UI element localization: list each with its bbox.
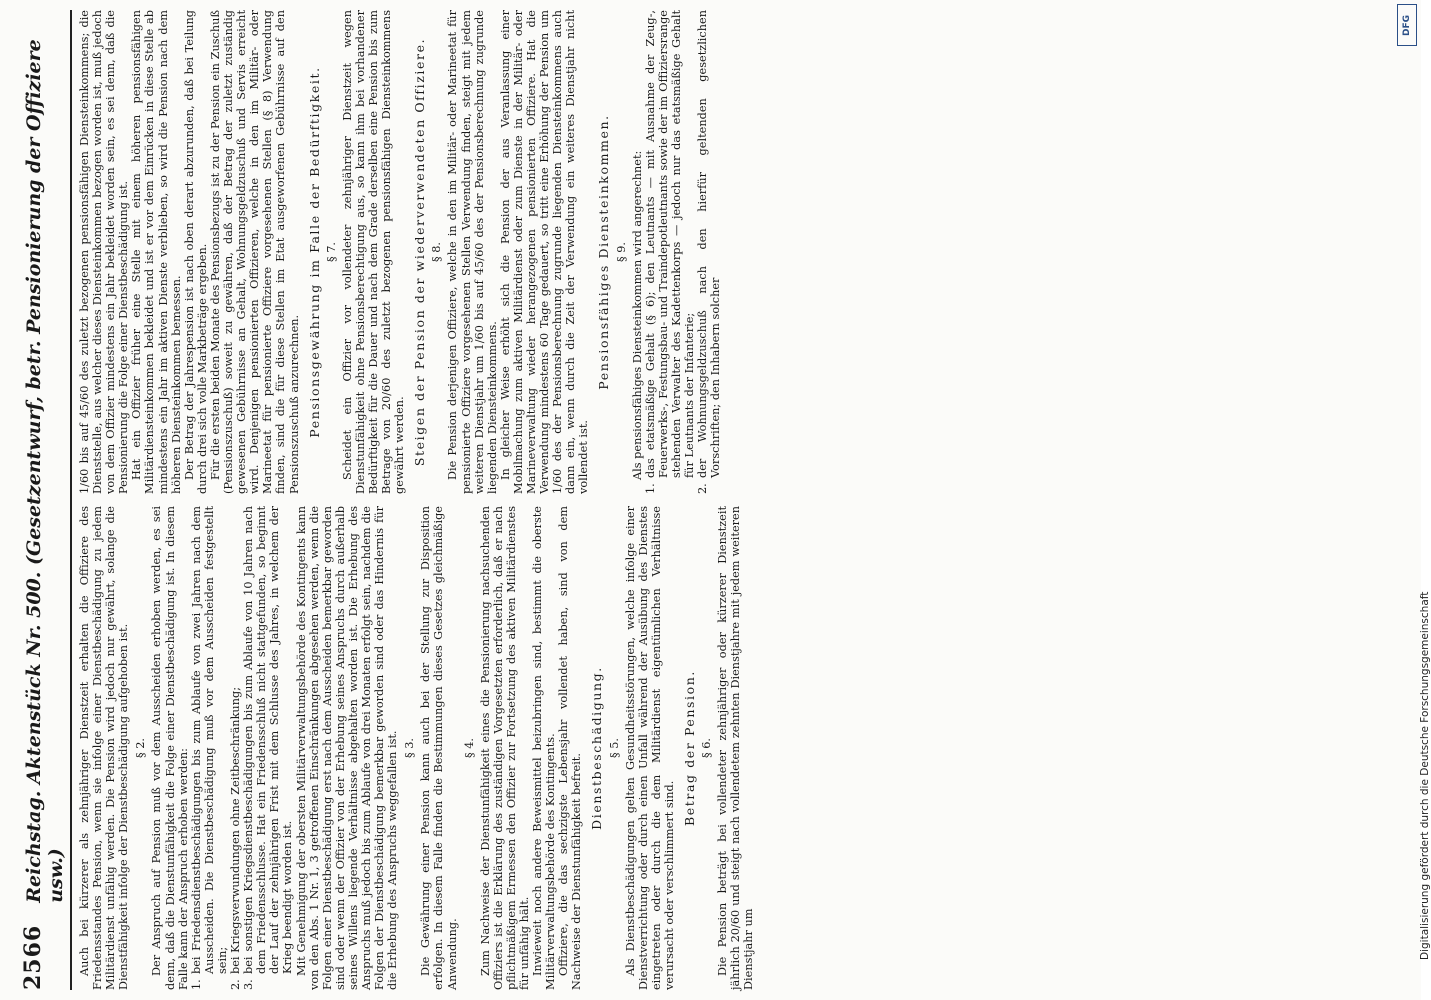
list-item bbox=[696, 10, 722, 494]
paragraph-number: § 2. bbox=[134, 737, 148, 759]
paragraph-number: § 7. bbox=[324, 241, 338, 263]
body-paragraph: Für die ersten beiden Monate des Pensionsbezugs ist zu der Pension ein Zuschuß (Pensionszuschuß) soweit zu gewähren, daß der Betrag der zuletzt zuständig gewesenen Gebührnisse an Gehalt, Wohnungsgeldzuschuß und Servis erreicht wird. Denjenigen pensionierten Offizieren, welche in den im Militär- oder Marineetat für pensionierte Offiziere vorgesehenen Stellen (§ 8) Verwendung finden, sind die für diese Stellen im Etat ausgeworfenen Gebührnisse auf den Pensionszuschuß anzurechnen. bbox=[208, 10, 301, 494]
funding-note: Digitalisierung gefördert durch die Deutsche Forschungsgemeinschaft bbox=[1419, 591, 1431, 960]
body-paragraph: Der Betrag der Jahrespension ist nach oben derart abzurunden, daß bei Teilung durch drei sich volle Markbeträge ergeben. bbox=[182, 10, 209, 494]
page-header bbox=[20, 10, 67, 990]
body-paragraph: Die Pension derjenigen Offiziere, welche in den im Militär- oder Marineetat für pensionierte Offiziere vorgesehenen Stellen Verwendung finden, steigt mit jedem weiteren Dienstjahr um 1/60 bis auf 45/60 des der Pensionsberechnung zugrunde liegenden Diensteinkommens. bbox=[446, 10, 499, 494]
list-item bbox=[644, 10, 696, 494]
list-item-text: bei Friedensdienstbeschädigungen bis zum Ablaufe von zwei Jahren nach dem Ausscheiden. Die Dienstbeschädigung muß vor dem Ausscheiden festgestellt sein; bbox=[189, 506, 229, 974]
body-paragraph: Mit Genehmigung der obersten Militärverwaltungsbehörde des Kontingents kann von den Abs. 1 Nr. 1, 3 getroffenen Einschränkungen abgesehen werden, wenn die Folgen einer Dienstbeschädigung erst nach dem Ausscheiden bemerkbar geworden sind oder wenn der Offizier von der Erhebung seines Anspruchs durch außerhalb seines Willens liegende Verhältnisse abgehalten worden ist. Die Erhebung des Anspruchs muß jedoch bis zum Ablaufe von drei Monaten erfolgt sein, nachdem die Folgen der Dienstbeschädigung bemerkbar geworden sind oder das Hindernis für die Erhebung des Anspruchs weggefallen ist. bbox=[294, 506, 400, 990]
body-paragraph: Inwieweit noch andere Beweismittel beizubringen sind, bestimmt die oberste Militärverwaltungsbehörde des Kontingents. bbox=[531, 506, 558, 990]
dfg-logo: DFG bbox=[1397, 4, 1417, 46]
paragraph-number: § 3. bbox=[403, 737, 417, 759]
list-item-text: der Wohnungsgeldzuschuß nach den hierfür geltenden gesetzlichen Vorschriften; den Inhabern solcher bbox=[696, 10, 723, 478]
section-heading: Pensionsfähiges Diensteinkommen. bbox=[596, 114, 612, 390]
body-paragraph: Die Gewährung einer Pension kann auch bei der Stellung zur Disposition erfolgen. In diesem Falle finden die Bestimmungen dieses Gesetzes gleichmäßige Anwendung. bbox=[419, 506, 459, 990]
paragraph-number: § 5. bbox=[607, 737, 621, 759]
text-column-left bbox=[78, 506, 1368, 990]
body-paragraph: Der Anspruch auf Pension muß vor dem Ausscheiden erhoben werden, es sei denn, daß die Dienstunfähigkeit die Folge einer Dienstbeschädigung ist. In diesem Falle kann der Anspruch erhoben werden: bbox=[150, 506, 190, 990]
list-item-number: 2. bbox=[229, 979, 243, 990]
paragraph-number: § 6. bbox=[700, 737, 714, 759]
header-rule bbox=[70, 10, 72, 990]
section-heading: Betrag der Pension. bbox=[682, 669, 698, 827]
list-item bbox=[190, 506, 229, 990]
body-paragraph: Hat ein Offizier früher eine Stelle mit einem höheren pensionsfähigen Militärdiensteinkommen bekleidet und ist er vor dem Einrücken in diese Stelle ab mindestens ein Jahr im aktiven Dienste verblieben, so wird die Pension nach dem höheren Diensteinkommen bemessen. bbox=[130, 10, 183, 494]
body-paragraph: Als Dienstbeschädigungen gelten Gesundheitsstörungen, welche infolge einer Dienstverrichtung oder durch einen Unfall während der Ausübung des Dienstes eingetreten oder durch die dem Militärdienst eigentümlichen Verhältnisse verursacht oder verschlimmert sind. bbox=[623, 506, 676, 990]
scan-sidebar bbox=[1393, 0, 1431, 1000]
body-paragraph: Die Pension beträgt bei vollendeter zehnjähriger oder kürzerer Dienstzeit jährlich 20/60 und steigt nach vollendetem zehnten Dienstjahre mit jedem weiteren Dienstjahr um bbox=[716, 506, 756, 990]
body-paragraph: 1/60 bis auf 45/60 des zuletzt bezogenen pensionsfähigen Diensteinkommens; die Dienststelle, aus welcher dieses Diensteinkommen bezogen worden ist, muß jedoch von dem Offizier mindestens ein Jahr bekleidet worden sein, es sei denn, daß die Pensionierung die Folge einer Dienstbeschädigung ist. bbox=[78, 10, 131, 494]
page-title: Reichstag. Aktenstück Nr. 500. (Gesetzentwurf, betr. Pensionierung der Offiziere usw.) bbox=[23, 39, 67, 903]
list-item-number: 1. bbox=[189, 979, 203, 990]
body-paragraph: Zum Nachweise der Dienstunfähigkeit eines die Pensionierung nachsuchenden Offiziers ist die Erklärung des zuständigen Vorgesetzten erforderlich, daß er nach pflichtmäßigem Ermessen den Offizier zur Fortsetzung des aktiven Militärdienstes für unfähig hält. bbox=[478, 506, 531, 990]
list-item bbox=[229, 506, 242, 990]
list-item-number: 2. bbox=[696, 483, 710, 494]
list-item-number: 1. bbox=[643, 483, 657, 494]
list-item-text: bei sonstigen Kriegsdienstbeschädigungen bis zum Ablaufe von 10 Jahren nach dem Friedensschlusse. Hat ein Friedensschluß nicht stattgefunden, so beginnt der Lauf der zehnjährigen Frist mit dem Schlusse des Jahres, in welchem der Krieg beendigt worden ist. bbox=[242, 506, 295, 974]
section-heading: Pensionsgewährung im Falle der Bedürftigkeit. bbox=[306, 66, 322, 438]
text-column-right bbox=[78, 10, 1368, 494]
paragraph-number: § 8. bbox=[430, 241, 444, 263]
section-heading: Steigen der Pension der wiederverwendeten Offiziere. bbox=[412, 37, 428, 467]
paragraph-number: § 9. bbox=[614, 241, 628, 263]
body-paragraph: Auch bei kürzerer als zehnjähriger Dienstzeit erhalten die Offiziere des Friedensstandes Pension, wenn sie infolge einer Dienstbeschädigung zu jedem Militärdienst unfähig werden. Die Pension wird jedoch nur gewährt, solange die Dienstfähigkeit infolge der Dienstbeschädigung aufgehoben ist. bbox=[78, 506, 131, 990]
section-heading: Dienstbeschädigung. bbox=[589, 666, 605, 830]
list-item-text: das etatsmäßige Gehalt (§ 6); den Leutnants — mit Ausnahme der Zeug-, Feuerwerks-, Festungsbau- und Traindepotleutnants sowie der im Offiziersrange stehenden Verwalter des Kadettenkorps — jedoch nur das etatsmäßige Gehalt für Leutnants der Infanterie; bbox=[643, 10, 697, 478]
body-paragraph: Scheidet ein Offizier vor vollendeter zehnjähriger Dienstzeit wegen Dienstunfähigkeit ohne Pensionsberechtigung aus, so kann ihm bei vorhandener Bedürftigkeit für die Dauer und nach dem Grade derselben eine Pension bis zum Betrage von 20/60 des zuletzt bezogenen pensionsfähigen Diensteinkommens gewährt werden. bbox=[340, 10, 407, 494]
paragraph-number: § 4. bbox=[462, 737, 476, 759]
rotated-page-content bbox=[20, 10, 1380, 990]
body-paragraph: In gleicher Weise erhöht sich die Pension der aus Veranlassung einer Mobilmachung zum aktiven Militärdienst oder zum Dienste in der Militär- oder Marineverwaltung wieder herangezogenen pensionierten Offiziere. Hat die Verwendung mindestens 60 Tage gedauert, so tritt eine Erhöhung der Pension um 1/60 des der Pensionsberechnung zugrunde liegenden Diensteinkommens auch dann ein, wenn durch die Zeit der Verwendung ein weiteres Dienstjahr nicht vollendet ist. bbox=[498, 10, 591, 494]
list-item-number: 3. bbox=[242, 979, 256, 990]
list-item-text: bei Kriegsverwundungen ohne Zeitbeschränkung; bbox=[229, 686, 243, 974]
text-columns bbox=[78, 10, 1368, 990]
list-item bbox=[242, 506, 294, 990]
body-paragraph: Offiziere, die das sechzigste Lebensjahr vollendet haben, sind von dem Nachweise der Dienstunfähigkeit befreit. bbox=[557, 506, 584, 990]
page-number: 2566 bbox=[20, 924, 46, 990]
body-paragraph: Als pensionsfähiges Diensteinkommen wird angerechnet: bbox=[630, 150, 644, 480]
